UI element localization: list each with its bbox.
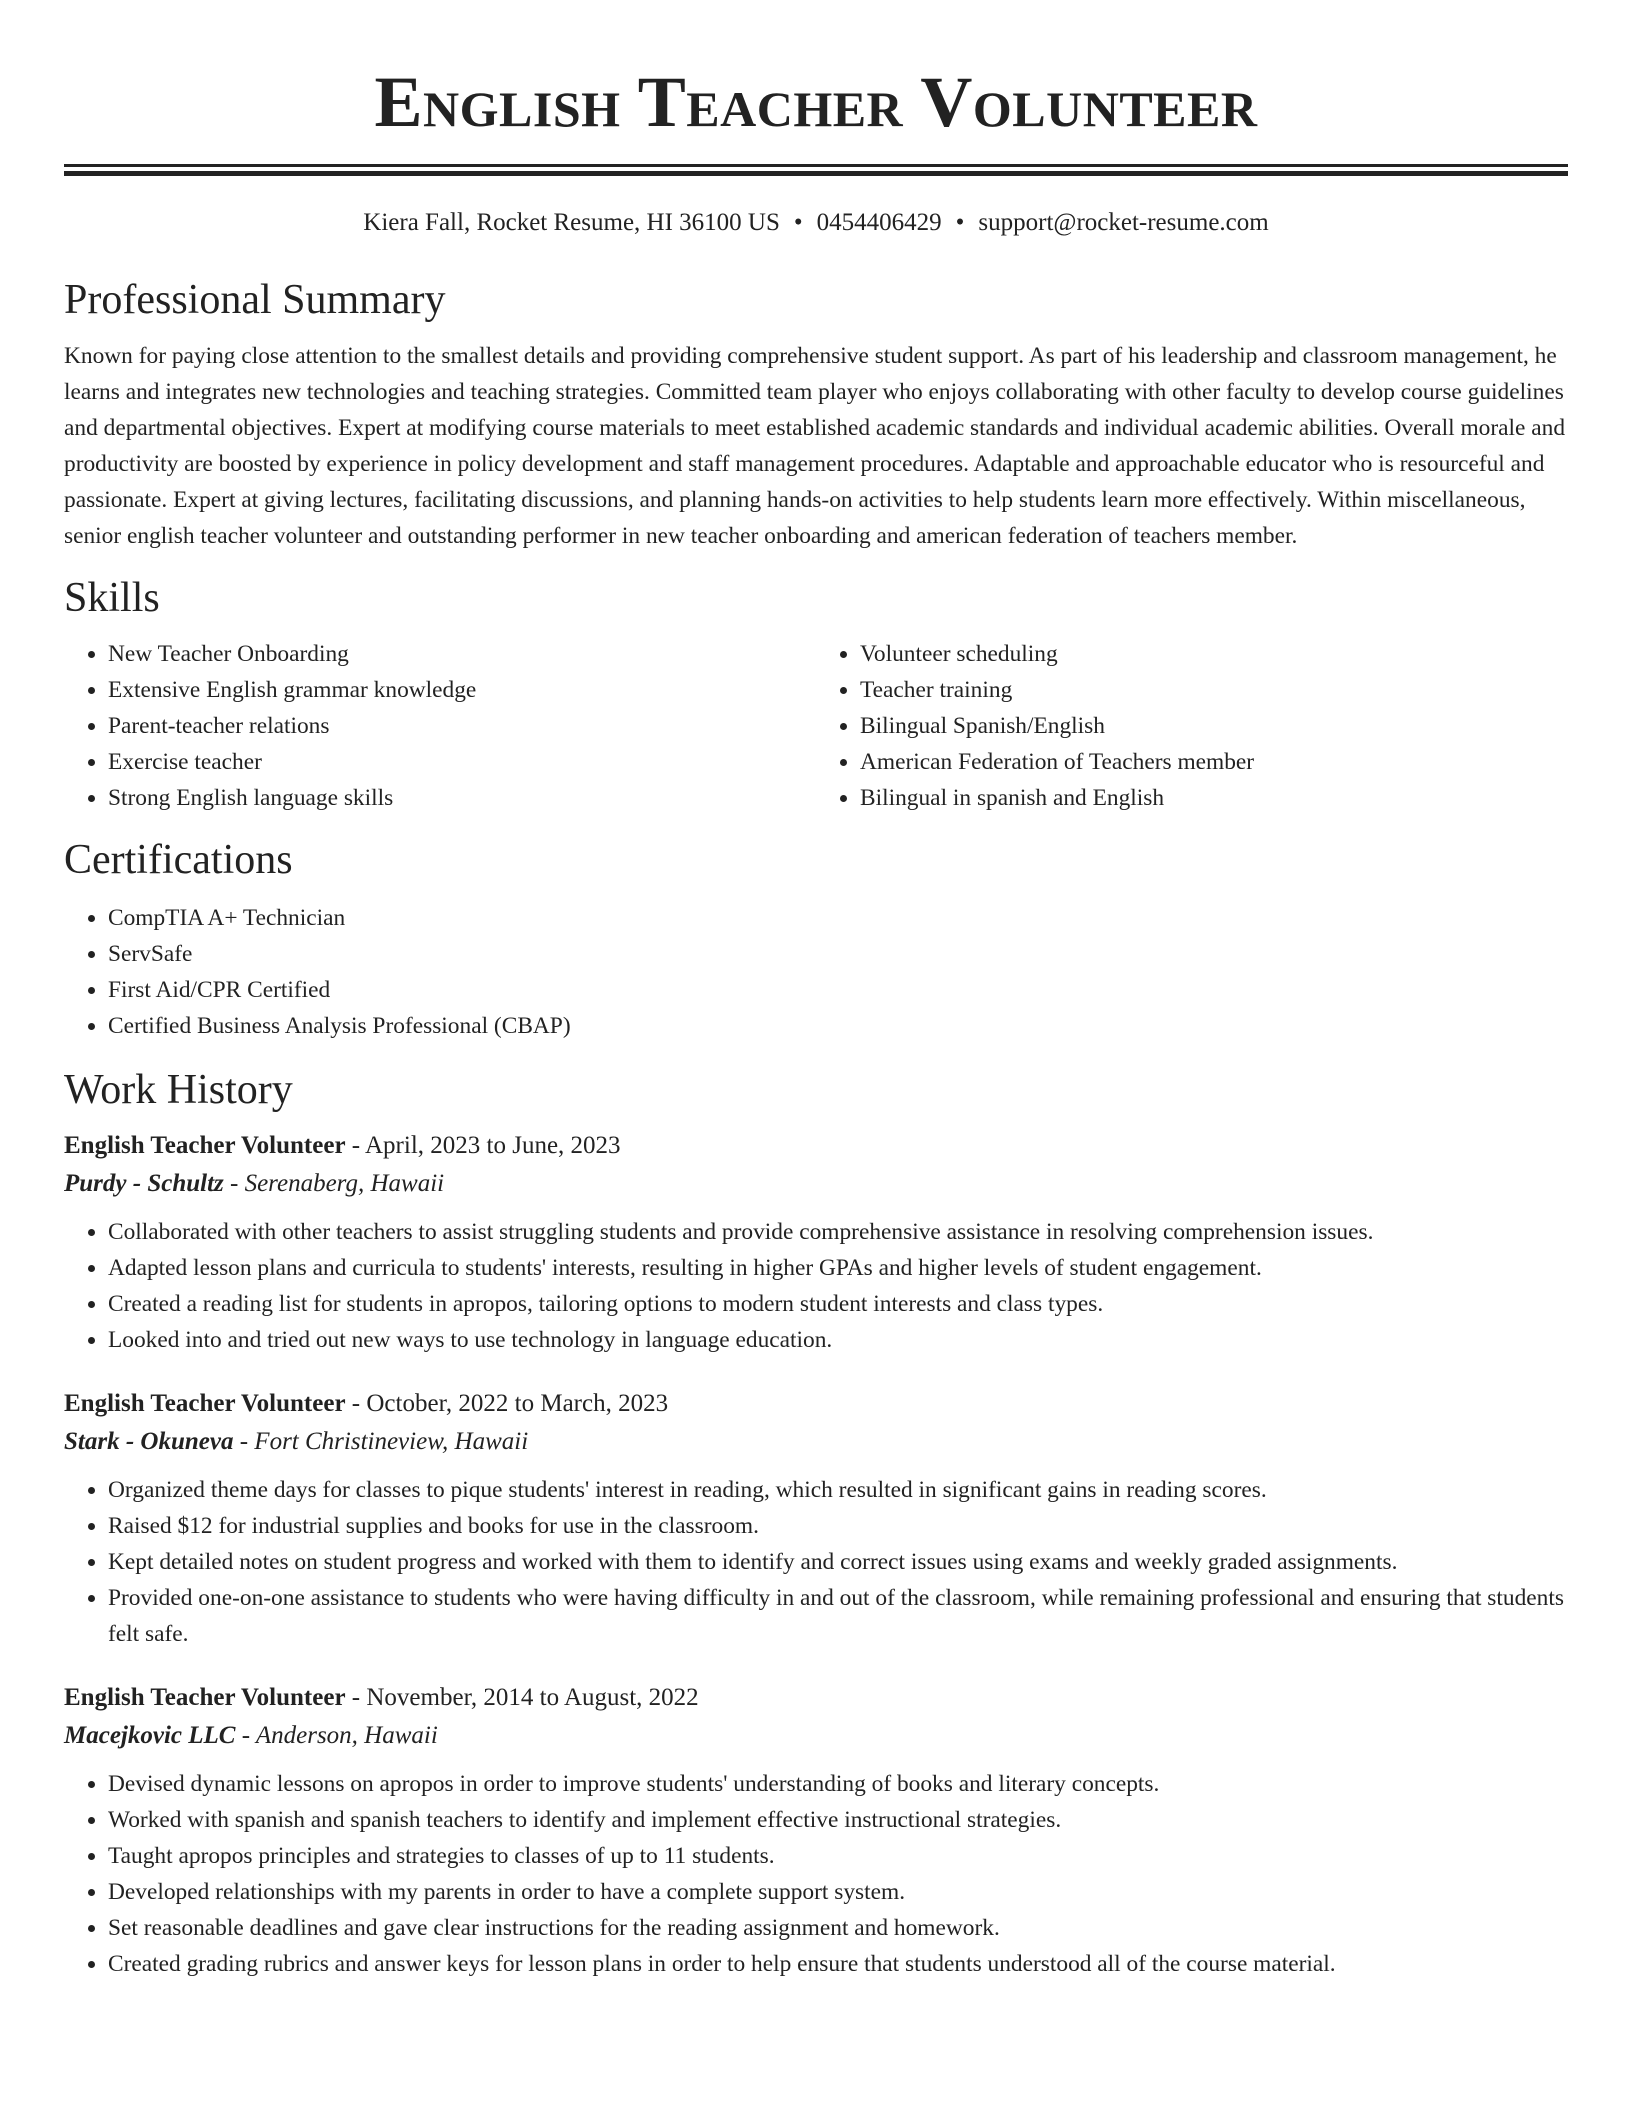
job-bullet: • Set reasonable deadlines and gave clear instructions for the reading assignment and homework.: [108, 1910, 1568, 1946]
contact-address: Kiera Fall, Rocket Resume, HI 36100 US: [363, 209, 780, 236]
certification-item: • CompTIA A+ Technician: [108, 900, 1568, 936]
job-entry: [64, 1386, 1568, 1652]
certification-item: • Certified Business Analysis Professional (CBAP): [108, 1008, 1568, 1044]
job-bullet: • Raised $12 for industrial supplies and books for use in the classroom.: [108, 1508, 1568, 1544]
skill-item: • Parent-teacher relations: [108, 708, 816, 744]
skill-item: • Extensive English grammar knowledge: [108, 672, 816, 708]
resume-name: English Teacher Volunteer: [374, 62, 1258, 142]
job-bullets: [64, 1472, 1568, 1652]
certifications-list: [64, 900, 1568, 1044]
contact-email: support@rocket-resume.com: [978, 209, 1269, 236]
job-company: Purdy - Schultz: [64, 1170, 224, 1197]
skill-item: • Exercise teacher: [108, 744, 816, 780]
job-bullets: [64, 1214, 1568, 1358]
job-bullet: • Created a reading list for students in apropos, tailoring options to modern student interests and class types.: [108, 1286, 1568, 1322]
job-title: English Teacher Volunteer: [64, 1132, 346, 1159]
certifications-heading: Certifications: [64, 837, 293, 883]
job-title-line: [64, 1128, 1568, 1164]
skills-columns: [64, 636, 1568, 816]
job-bullet: • Adapted lesson plans and curricula to students' interests, resulting in higher GPAs and higher levels of student engagement.: [108, 1250, 1568, 1286]
job-company-line: [64, 1422, 1568, 1462]
job-company-line: [64, 1164, 1568, 1204]
job-bullet: • Devised dynamic lessons on apropos in order to improve students' understanding of books and literary concepts.: [108, 1766, 1568, 1802]
contact-separator: •: [955, 209, 965, 236]
job-bullet: • Taught apropos principles and strategies to classes of up to 11 students.: [108, 1838, 1568, 1874]
header-rule-thick: [64, 171, 1568, 176]
job-bullet: • Organized theme days for classes to pique students' interest in reading, which resulted in significant gains in reading scores.: [108, 1472, 1568, 1508]
job-bullet: • Kept detailed notes on student progress and worked with them to identify and correct issues using exams and weekly graded assignments.: [108, 1544, 1568, 1580]
work-history-heading: Work History: [64, 1067, 293, 1113]
contact-line: [64, 206, 1568, 240]
job-bullet: • Created grading rubrics and answer keys for lesson plans in order to help ensure that students understood all of the course material.: [108, 1946, 1568, 1982]
skill-item: • Bilingual Spanish/English: [860, 708, 1568, 744]
certification-item: • First Aid/CPR Certified: [108, 972, 1568, 1008]
job-company-line: [64, 1716, 1568, 1756]
job-title-line: [64, 1680, 1568, 1716]
job-dates: - October, 2022 to March, 2023: [345, 1390, 669, 1417]
job-entry: [64, 1128, 1568, 1358]
job-location: - Serenaberg, Hawaii: [223, 1170, 445, 1197]
job-bullet: • Provided one-on-one assistance to students who were having difficulty in and out of the classroom, while remaining professional and ensuring that students felt safe.: [108, 1580, 1568, 1652]
skills-list-right: [816, 636, 1568, 816]
skill-item: • New Teacher Onboarding: [108, 636, 816, 672]
skill-item: • Volunteer scheduling: [860, 636, 1568, 672]
job-bullet: • Looked into and tried out new ways to use technology in language education.: [108, 1322, 1568, 1358]
skill-item: • Strong English language skills: [108, 780, 816, 816]
skills-list-left: [64, 636, 816, 816]
job-bullet: • Collaborated with other teachers to assist struggling students and provide comprehensive assistance in resolving comprehension issues.: [108, 1214, 1568, 1250]
certification-item: • ServSafe: [108, 936, 1568, 972]
job-bullets: [64, 1766, 1568, 1982]
contact-phone: 0454406429: [816, 209, 942, 236]
job-dates: - November, 2014 to August, 2022: [345, 1684, 699, 1711]
job-location: - Anderson, Hawaii: [235, 1722, 438, 1749]
job-bullet: • Developed relationships with my parents in order to have a complete support system.: [108, 1874, 1568, 1910]
job-dates: - April, 2023 to June, 2023: [345, 1132, 621, 1159]
job-title-line: [64, 1386, 1568, 1422]
job-entry: [64, 1680, 1568, 1982]
header-rule-thin: [64, 164, 1568, 167]
job-company: Stark - Okuneva: [64, 1428, 234, 1455]
contact-separator: •: [793, 209, 803, 236]
job-title: English Teacher Volunteer: [64, 1684, 346, 1711]
job-bullet: • Worked with spanish and spanish teachers to identify and implement effective instructional strategies.: [108, 1802, 1568, 1838]
summary-text: Known for paying close attention to the smallest details and providing comprehensive student support. As part of his leadership and classroom management, he learns and integrates new technologies and teaching strategies. Committed team player who enjoys collaborating with other faculty to develop course guidelines and departmental objectives. Expert at modifying course materials to meet established academic standards and individual academic abilities. Overall morale and productivity are boosted by experience in policy development and staff management procedures. Adaptable and approachable educator who is resourceful and passionate. Expert at giving lectures, facilitating discussions, and planning hands-on activities to help students learn more effectively. Within miscellaneous, senior english teacher volunteer and outstanding performer in new teacher onboarding and american federation of teachers member.: [64, 343, 1566, 549]
skill-item: • Bilingual in spanish and English: [860, 780, 1568, 816]
skills-heading: Skills: [64, 575, 160, 621]
job-company: Macejkovic LLC: [64, 1722, 236, 1749]
summary-heading: Professional Summary: [64, 277, 446, 323]
job-location: - Fort Christineview, Hawaii: [233, 1428, 529, 1455]
job-title: English Teacher Volunteer: [64, 1390, 346, 1417]
skill-item: • Teacher training: [860, 672, 1568, 708]
skill-item: • American Federation of Teachers member: [860, 744, 1568, 780]
